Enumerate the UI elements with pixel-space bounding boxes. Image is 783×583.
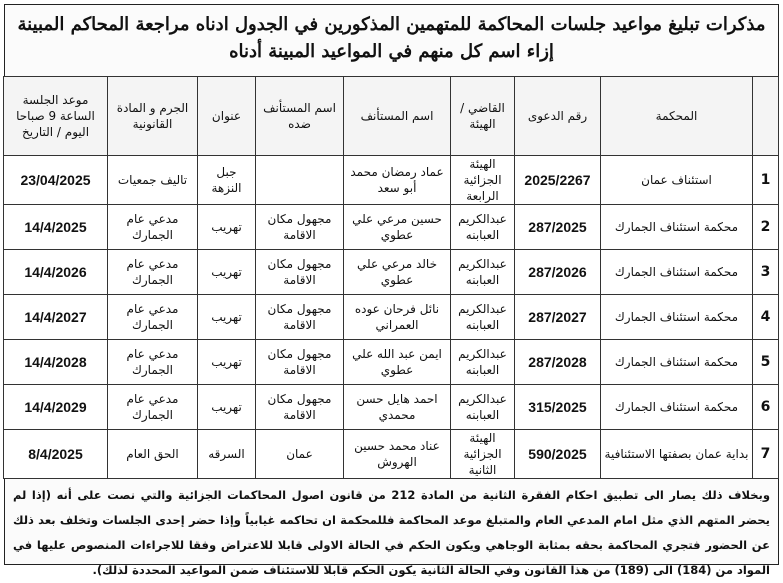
row-address: تهريب [198, 250, 256, 295]
row-respondent: مجهول مكان الاقامة [256, 340, 344, 385]
row-index: 3 [753, 250, 779, 295]
row-session: 23/04/2025 [4, 156, 108, 205]
row-session: 14/4/2025 [4, 205, 108, 250]
col-case-no: رقم الدعوى [515, 77, 601, 156]
row-crime: الحق العام [108, 430, 198, 479]
legal-notice-footer: وبخلاف ذلك يصار الى تطبيق احكام الفقرة الثانية من المادة 212 من قانون اصول المحاكمات الجزائية والتي نصت على أنه (إذا لم يحضر المتهم الذي مثل امام المدعي العام والمتبلغ موعد المحاكمة فللمحكمة ان تحاكمه غيابياً وإذا حضر إحدى الجلسات وتخلف بعد ذلك عن الحضور فتجري المحاكمة بحقه بمثابة الوجاهي ويكون الحكم في الحالة الاولى قابلا للاعتراض وفقا للاجراءات المنصوص عليها في المواد من (184) الى (189) من هذا القانون وفي الحالة الثانية يكون الحكم قابلا للاستئناف ضمن المواعيد المحددة لذلك). [4, 479, 779, 565]
row-index: 4 [753, 295, 779, 340]
row-court: محكمة استئناف الجمارك [601, 295, 753, 340]
row-address: السرقه [198, 430, 256, 479]
row-session: 14/4/2027 [4, 295, 108, 340]
row-case-no: 287/2027 [515, 295, 601, 340]
sessions-table [3, 76, 779, 479]
row-case-no: 315/2025 [515, 385, 601, 430]
row-case-no: 590/2025 [515, 430, 601, 479]
table-row [4, 385, 779, 430]
row-crime: مدعي عام الجمارك [108, 250, 198, 295]
row-judge: عبدالكريم العبابنه [451, 205, 515, 250]
row-crime: تاليف جمعيات [108, 156, 198, 205]
notice-page [4, 4, 779, 577]
row-court: محكمة استئناف الجمارك [601, 340, 753, 385]
row-index: 7 [753, 430, 779, 479]
row-appellant: خالد مرعي علي عطوي [344, 250, 451, 295]
notice-title: مذكرات تبليغ مواعيد جلسات المحاكمة للمتهمين المذكورين في الجدول ادناه مراجعة المحاكم المبينة إزاء اسم كل منهم في المواعيد المبينة أدناه [4, 4, 779, 76]
row-judge: الهيئة الجزائية الثانية [451, 430, 515, 479]
row-appellant: عماد رمضان محمد أبو سعد [344, 156, 451, 205]
col-appellant: اسم المستأنف [344, 77, 451, 156]
row-address: تهريب [198, 340, 256, 385]
table-row [4, 156, 779, 205]
row-respondent: مجهول مكان الاقامة [256, 385, 344, 430]
row-respondent: مجهول مكان الاقامة [256, 250, 344, 295]
col-crime: الجرم و المادة القانونية [108, 77, 198, 156]
row-respondent: مجهول مكان الاقامة [256, 205, 344, 250]
row-index: 1 [753, 156, 779, 205]
row-index: 5 [753, 340, 779, 385]
table-row [4, 205, 779, 250]
row-court: استئناف عمان [601, 156, 753, 205]
table-row [4, 340, 779, 385]
row-address: تهريب [198, 385, 256, 430]
row-appellant: عناد محمد حسين الهروش [344, 430, 451, 479]
col-session: موعد الجلسة الساعة 9 صباحا اليوم / التاريخ [4, 77, 108, 156]
row-judge: عبدالكريم العبابنه [451, 250, 515, 295]
row-address: تهريب [198, 295, 256, 340]
row-judge: عبدالكريم العبابنه [451, 385, 515, 430]
table-row [4, 295, 779, 340]
row-respondent [256, 156, 344, 205]
row-crime: مدعي عام الجمارك [108, 340, 198, 385]
row-case-no: 2025/2267 [515, 156, 601, 205]
table-row [4, 430, 779, 479]
row-case-no: 287/2025 [515, 205, 601, 250]
row-judge: الهيئة الجزائية الرابعة [451, 156, 515, 205]
row-crime: مدعي عام الجمارك [108, 205, 198, 250]
table-row [4, 250, 779, 295]
row-crime: مدعي عام الجمارك [108, 385, 198, 430]
col-judge: القاضي / الهيئة [451, 77, 515, 156]
row-session: 14/4/2028 [4, 340, 108, 385]
row-index: 2 [753, 205, 779, 250]
row-court: محكمة استئناف الجمارك [601, 205, 753, 250]
col-index [753, 77, 779, 156]
row-address: جبل النزهة [198, 156, 256, 205]
row-address: تهريب [198, 205, 256, 250]
row-appellant: حسين مرعي علي عطوي [344, 205, 451, 250]
row-case-no: 287/2028 [515, 340, 601, 385]
col-respondent: اسم المستأنف ضده [256, 77, 344, 156]
row-session: 14/4/2026 [4, 250, 108, 295]
row-court: بداية عمان بصفتها الاستئنافية [601, 430, 753, 479]
row-judge: عبدالكريم العبابنه [451, 340, 515, 385]
row-court: محكمة استئناف الجمارك [601, 250, 753, 295]
row-appellant: ايمن عبد الله علي عطوي [344, 340, 451, 385]
row-session: 8/4/2025 [4, 430, 108, 479]
row-appellant: نائل فرحان عوده العمراني [344, 295, 451, 340]
col-court: المحكمة [601, 77, 753, 156]
row-index: 6 [753, 385, 779, 430]
row-respondent: مجهول مكان الاقامة [256, 295, 344, 340]
row-case-no: 287/2026 [515, 250, 601, 295]
row-court: محكمة استئناف الجمارك [601, 385, 753, 430]
row-crime: مدعي عام الجمارك [108, 295, 198, 340]
table-header-row [4, 77, 779, 156]
row-judge: عبدالكريم العبابنه [451, 295, 515, 340]
row-respondent: عمان [256, 430, 344, 479]
row-session: 14/4/2029 [4, 385, 108, 430]
row-appellant: احمد هايل حسن محمدي [344, 385, 451, 430]
col-address: عنوان [198, 77, 256, 156]
